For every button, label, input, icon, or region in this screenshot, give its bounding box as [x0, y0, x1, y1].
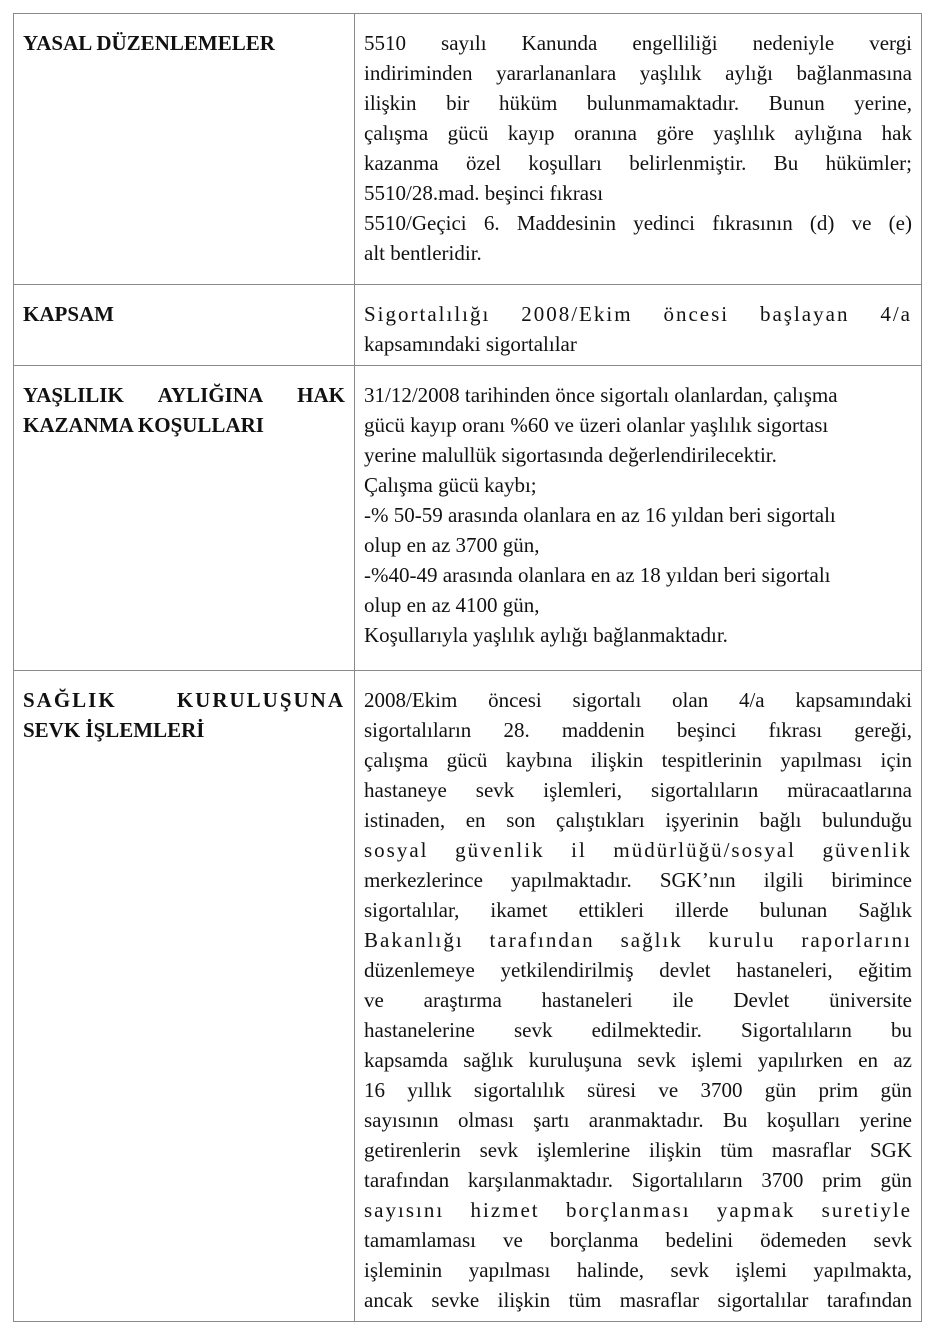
label-line: YAŞLILIK AYLIĞINA HAK [23, 383, 345, 407]
row-content [355, 671, 922, 1322]
content-line: istinaden, en son çalıştıkları işyerinin bağlı bulunduğu [364, 808, 912, 832]
row-label [14, 671, 355, 1322]
content-line: sosyal güvenlik il müdürlüğü/sosyal güvenlik [364, 838, 912, 862]
row-label: YASAL DÜZENLEMELER [14, 14, 355, 285]
content-line: -% 50-59 arasında olanlara en az 16 yıldan beri sigortalı [364, 503, 836, 527]
content-line: ilişkin bir hüküm bulunmamaktadır. Bunun yerine, [364, 91, 912, 115]
content-line: 31/12/2008 tarihinden önce sigortalı olanlardan, çalışma [364, 383, 838, 407]
content-line: ancak sevke ilişkin tüm masraflar sigortalılar tarafından [364, 1288, 912, 1312]
content-line: merkezlerince yapılmaktadır. SGK’nın ilgili birimince [364, 868, 912, 892]
content-line: alt bentleridir. [364, 241, 482, 265]
row-content [355, 14, 922, 285]
content-line: kapsamındaki sigortalılar [364, 332, 577, 356]
content-line: tarafından karşılanmaktadır. Sigortalıların 3700 prim gün [364, 1168, 912, 1192]
content-line: çalışma gücü kayıp oranına göre yaşlılık aylığına hak [364, 121, 912, 145]
content-line: kapsamda sağlık kuruluşuna sevk işlemi yapılırken en az [364, 1048, 912, 1072]
content-line: sigortalılar, ikamet ettikleri illerde bulunan Sağlık [364, 898, 912, 922]
row-label [14, 366, 355, 671]
table-row-yaslilik-ayligi [14, 366, 922, 671]
content-line: hastanelerine sevk edilmektedir. Sigortalıların bu [364, 1018, 912, 1042]
content-line: olup en az 3700 gün, [364, 533, 540, 557]
content-line: gücü kayıp oranı %60 ve üzeri olanlar yaşlılık sigortası [364, 413, 829, 437]
legislation-table [13, 13, 922, 1322]
content-line: düzenlemeye yetkilendirilmiş devlet hastaneleri, eğitim [364, 958, 912, 982]
table-row-yasal-duzenlemeler [14, 14, 922, 285]
content-line: 2008/Ekim öncesi sigortalı olan 4/a kapsamındaki [364, 688, 912, 712]
row-label: KAPSAM [14, 285, 355, 366]
content-line: hastaneye sevk işlemleri, sigortalıların müracaatlarına [364, 778, 912, 802]
content-line: işleminin yapılması halinde, sevk işlemi yapılmakta, [364, 1258, 912, 1282]
table-row-saglik-kurulusu [14, 671, 922, 1322]
content-line: Bakanlığı tarafından sağlık kurulu raporlarını [364, 928, 912, 952]
content-line: çalışma gücü kaybına ilişkin tespitlerinin yapılması için [364, 748, 912, 772]
content-line: 5510 sayılı Kanunda engelliliği nedeniyle vergi [364, 31, 912, 55]
row-content [355, 285, 922, 366]
label-line: SAĞLIK KURULUŞUNA [23, 688, 345, 712]
content-line: 16 yıllık sigortalılık süresi ve 3700 gün prim gün [364, 1078, 912, 1102]
content-line: Çalışma gücü kaybı; [364, 473, 537, 497]
content-line: 5510/Geçici 6. Maddesinin yedinci fıkrasının (d) ve (e) [364, 211, 912, 235]
content-line: kazanma özel koşulları belirlenmiştir. Bu hükümler; [364, 151, 912, 175]
content-line: yerine malullük sigortasında değerlendirilecektir. [364, 443, 777, 467]
content-line: getirenlerin sevk işlemlerine ilişkin tüm masraflar SGK [364, 1138, 912, 1162]
content-line: sayısının olması şartı aranmaktadır. Bu koşulları yerine [364, 1108, 912, 1132]
content-line: olup en az 4100 gün, [364, 593, 540, 617]
content-line: tamamlaması ve borçlanma bedelini ödemeden sevk [364, 1228, 912, 1252]
label-line: SEVK İŞLEMLERİ [23, 718, 205, 742]
content-line: indiriminden yararlananlara yaşlılık aylığı bağlanmasına [364, 61, 912, 85]
table-row-kapsam [14, 285, 922, 366]
content-line: Koşullarıyla yaşlılık aylığı bağlanmaktadır. [364, 623, 728, 647]
content-line: sayısını hizmet borçlanması yapmak suretiyle [364, 1198, 912, 1222]
content-line: sigortalıların 28. maddenin beşinci fıkrası gereği, [364, 718, 912, 742]
content-line: 5510/28.mad. beşinci fıkrası [364, 181, 604, 205]
content-line: -%40-49 arasında olanlara en az 18 yıldan beri sigortalı [364, 563, 831, 587]
content-line: Sigortalılığı 2008/Ekim öncesi başlayan 4/a [364, 302, 912, 326]
content-line: ve araştırma hastaneleri ile Devlet üniversite [364, 988, 912, 1012]
label-line: KAZANMA KOŞULLARI [23, 413, 264, 437]
row-content [355, 366, 922, 671]
